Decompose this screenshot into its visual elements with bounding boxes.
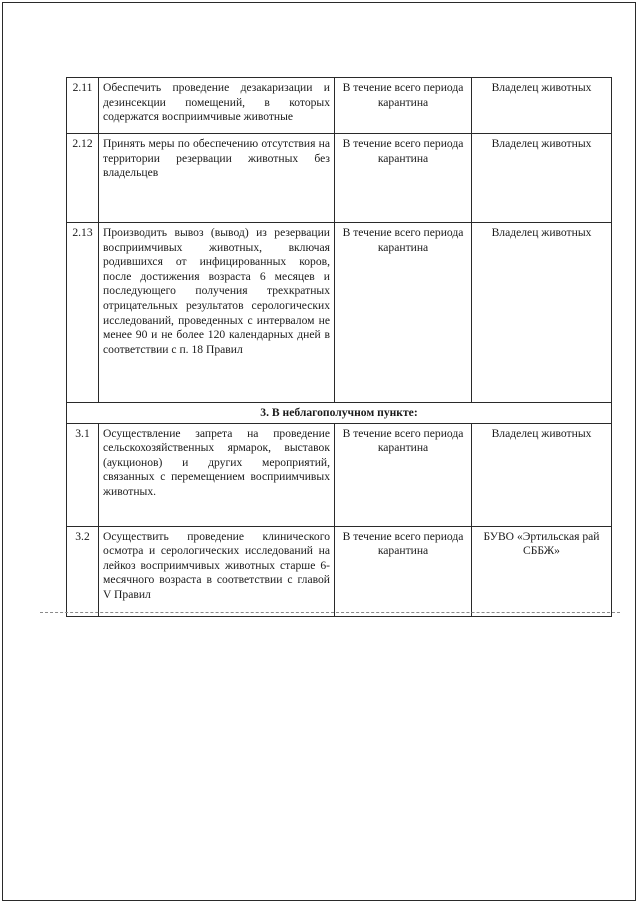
- row-action: Обеспечить проведение дезакаризации и дезинсекции помещений, в которых содержатся восприимчивые животные: [99, 78, 335, 134]
- table-row: [67, 223, 612, 403]
- row-number: 2.13: [67, 223, 99, 403]
- row-action: Осуществить проведение клинического осмотра и серологических исследований на лейкоз восприимчивых животных старше 6-месячного возраста в соответствии с главой V Правил: [99, 526, 335, 616]
- row-term: В течение всего периода карантина: [335, 223, 472, 403]
- row-number: 3.2: [67, 526, 99, 616]
- row-term: В течение всего периода карантина: [335, 526, 472, 616]
- measures-table: [66, 77, 612, 617]
- row-action: Производить вывоз (вывод) из резервации восприимчивых животных, включая родившихся от инфицированных коров, после достижения возраста 6 месяцев и последующего получения трехкратных отрицательных результатов серологических исследований, проведенных с интервалом не менее 90 и не более 120 календарных дней в соответствии с п. 18 Правил: [99, 223, 335, 403]
- row-term: В течение всего периода карантина: [335, 423, 472, 526]
- row-action: Осуществление запрета на проведение сельскохозяйственных ярмарок, выставок (аукционов) и других мероприятий, связанных с перемещением восприимчивых животных.: [99, 423, 335, 526]
- section-title: 3. В неблагополучном пункте:: [67, 403, 612, 424]
- row-responsible: Владелец животных: [472, 423, 612, 526]
- table-row: [67, 134, 612, 223]
- row-term: В течение всего периода карантина: [335, 78, 472, 134]
- section-row: [67, 403, 612, 424]
- row-number: 2.12: [67, 134, 99, 223]
- row-action: Принять меры по обеспечению отсутствия на территории резервации животных без владельцев: [99, 134, 335, 223]
- row-responsible: Владелец животных: [472, 223, 612, 403]
- row-responsible: БУВО «Эртильская рай СББЖ»: [472, 526, 612, 616]
- table-row: [67, 78, 612, 134]
- scan-artifact-line: [40, 612, 620, 613]
- row-term: В течение всего периода карантина: [335, 134, 472, 223]
- row-responsible: Владелец животных: [472, 134, 612, 223]
- row-responsible: Владелец животных: [472, 78, 612, 134]
- table-row: [67, 526, 612, 616]
- row-number: 3.1: [67, 423, 99, 526]
- row-number: 2.11: [67, 78, 99, 134]
- table-row: [67, 423, 612, 526]
